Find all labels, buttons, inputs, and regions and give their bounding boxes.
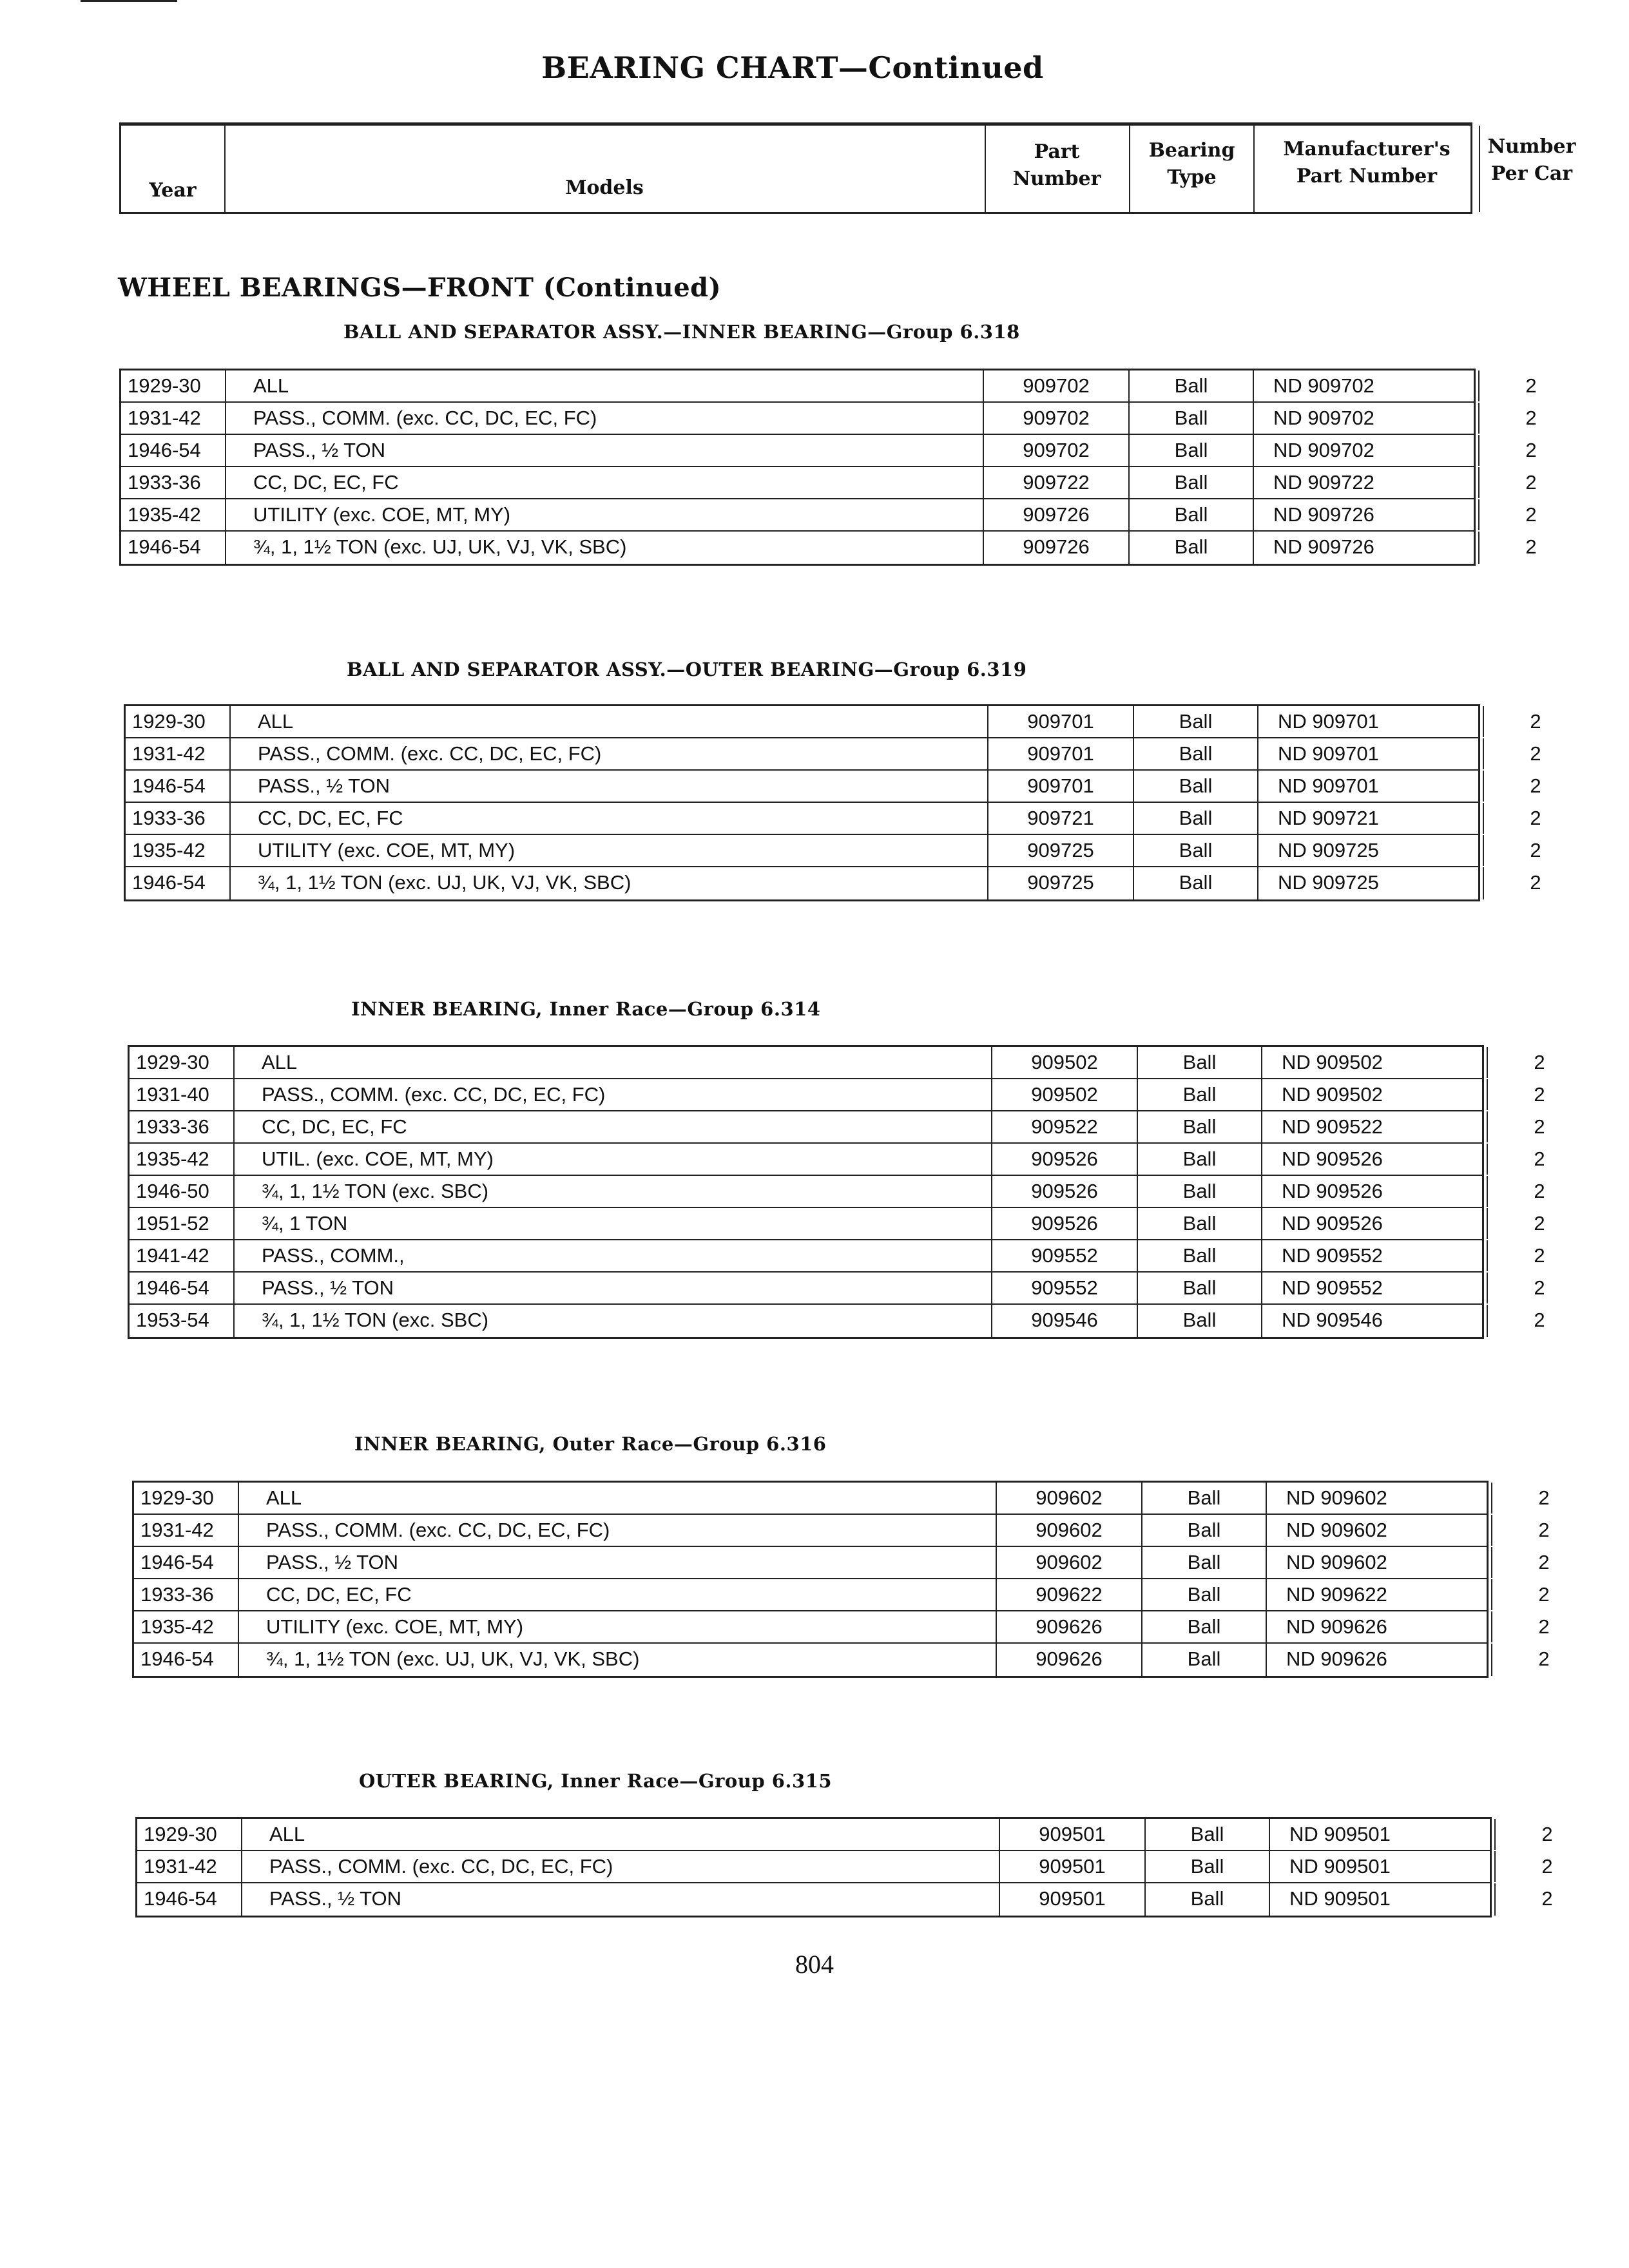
header-part-number bbox=[985, 126, 1130, 212]
table-row bbox=[137, 1883, 1553, 1916]
part-number-cell: 909726 bbox=[984, 532, 1130, 564]
models-cell: PASS., ½ TON bbox=[239, 1547, 997, 1578]
part-number-cell: 909502 bbox=[992, 1047, 1138, 1078]
models-cell: ¾, 1 TON bbox=[235, 1208, 992, 1239]
bearing-type-cell: Ball bbox=[1134, 835, 1258, 866]
header-mfr-part-number-line2: Part Number bbox=[1296, 165, 1438, 187]
models-cell: CC, DC, EC, FC bbox=[239, 1579, 997, 1610]
year-cell: 1946-54 bbox=[130, 1273, 235, 1303]
table-row bbox=[130, 1176, 1545, 1208]
year-cell: 1933-36 bbox=[126, 803, 231, 834]
number-per-car-cell: 2 bbox=[1534, 1309, 1545, 1331]
number-per-car-cell: 2 bbox=[1525, 374, 1537, 397]
year-cell: 1929-30 bbox=[121, 370, 226, 401]
group-heading-2: BALL AND SEPARATOR ASSY.—OUTER BEARING—Group 6.319 bbox=[347, 658, 1027, 680]
mfr-part-number-cell: ND 909701 bbox=[1258, 738, 1484, 769]
year-cell: 1946-54 bbox=[134, 1644, 239, 1676]
year-cell: 1931-42 bbox=[121, 403, 226, 434]
header-year: Year bbox=[149, 179, 197, 202]
bearing-table-1 bbox=[119, 369, 1537, 566]
year-cell: 1941-42 bbox=[130, 1240, 235, 1271]
table-row bbox=[134, 1611, 1550, 1644]
header-bearing-type bbox=[1130, 126, 1255, 212]
models-cell: UTILITY (exc. COE, MT, MY) bbox=[231, 835, 988, 866]
mfr-part-number-cell: ND 909501 bbox=[1270, 1851, 1496, 1882]
number-per-car-cell: 2 bbox=[1541, 1887, 1553, 1910]
bearing-table-5 bbox=[135, 1817, 1553, 1917]
mfr-part-number-cell: ND 909526 bbox=[1262, 1176, 1488, 1207]
group-heading-4: INNER BEARING, Outer Race—Group 6.316 bbox=[354, 1433, 827, 1455]
bearing-type-cell: Ball bbox=[1142, 1547, 1267, 1578]
number-per-car-cell: 2 bbox=[1538, 1519, 1550, 1541]
section-heading: WHEEL BEARINGS—FRONT (Continued) bbox=[118, 273, 722, 303]
year-cell: 1946-54 bbox=[137, 1883, 242, 1916]
models-cell: PASS., ½ TON bbox=[235, 1273, 992, 1303]
mfr-part-number-cell: ND 909622 bbox=[1267, 1579, 1492, 1610]
part-number-cell: 909725 bbox=[988, 835, 1134, 866]
part-number-cell: 909501 bbox=[1000, 1883, 1146, 1916]
year-cell: 1933-36 bbox=[130, 1111, 235, 1142]
bearing-type-cell: Ball bbox=[1130, 499, 1254, 530]
table-row bbox=[130, 1208, 1545, 1240]
year-cell: 1935-42 bbox=[121, 499, 226, 530]
part-number-cell: 909721 bbox=[988, 803, 1134, 834]
year-cell: 1951-52 bbox=[130, 1208, 235, 1239]
part-number-cell: 909701 bbox=[988, 771, 1134, 802]
part-number-cell: 909725 bbox=[988, 867, 1134, 899]
table-row bbox=[134, 1644, 1550, 1676]
group-heading-5: OUTER BEARING, Inner Race—Group 6.315 bbox=[359, 1770, 833, 1792]
models-cell: ALL bbox=[235, 1047, 992, 1078]
bearing-type-cell: Ball bbox=[1130, 532, 1254, 564]
part-number-cell: 909626 bbox=[997, 1644, 1142, 1676]
table-row bbox=[137, 1819, 1553, 1851]
year-cell: 1929-30 bbox=[137, 1819, 242, 1850]
column-header-table bbox=[119, 122, 1576, 214]
year-cell: 1935-42 bbox=[130, 1144, 235, 1175]
number-per-car-cell: 2 bbox=[1534, 1212, 1545, 1235]
models-cell: PASS., COMM. (exc. CC, DC, EC, FC) bbox=[231, 738, 988, 769]
header-year-cell bbox=[121, 126, 226, 212]
part-number-cell: 909701 bbox=[988, 706, 1134, 737]
header-mfr-part-number bbox=[1255, 126, 1480, 212]
table-row bbox=[126, 867, 1541, 899]
mfr-part-number-cell: ND 909526 bbox=[1262, 1208, 1488, 1239]
table-row bbox=[121, 467, 1537, 499]
header-bearing-type-line1: Bearing bbox=[1148, 139, 1235, 162]
bearing-type-cell: Ball bbox=[1138, 1305, 1262, 1337]
number-per-car-cell: 2 bbox=[1534, 1083, 1545, 1106]
mfr-part-number-cell: ND 909726 bbox=[1254, 532, 1480, 564]
year-cell: 1946-54 bbox=[121, 532, 226, 564]
year-cell: 1929-30 bbox=[134, 1483, 239, 1514]
bearing-type-cell: Ball bbox=[1146, 1819, 1270, 1850]
models-cell: ¾, 1, 1½ TON (exc. SBC) bbox=[235, 1176, 992, 1207]
year-cell: 1931-42 bbox=[137, 1851, 242, 1882]
part-number-cell: 909526 bbox=[992, 1144, 1138, 1175]
page-title: BEARING CHART—Continued bbox=[541, 50, 1044, 85]
part-number-cell: 909546 bbox=[992, 1305, 1138, 1337]
year-cell: 1946-54 bbox=[126, 771, 231, 802]
models-cell: CC, DC, EC, FC bbox=[226, 467, 984, 498]
part-number-cell: 909501 bbox=[1000, 1819, 1146, 1850]
header-models: Models bbox=[565, 177, 644, 199]
models-cell: PASS., COMM. (exc. CC, DC, EC, FC) bbox=[242, 1851, 1000, 1882]
part-number-cell: 909552 bbox=[992, 1240, 1138, 1271]
table-row bbox=[126, 706, 1541, 738]
mfr-part-number-cell: ND 909701 bbox=[1258, 771, 1484, 802]
year-cell: 1929-30 bbox=[126, 706, 231, 737]
bearing-type-cell: Ball bbox=[1142, 1611, 1267, 1642]
table-row bbox=[134, 1547, 1550, 1579]
number-per-car-cell: 2 bbox=[1534, 1051, 1545, 1073]
header-models-cell bbox=[224, 126, 986, 212]
models-cell: CC, DC, EC, FC bbox=[231, 803, 988, 834]
year-cell: 1946-54 bbox=[121, 435, 226, 466]
table-row bbox=[134, 1483, 1550, 1515]
mfr-part-number-cell: ND 909552 bbox=[1262, 1240, 1488, 1271]
bearing-type-cell: Ball bbox=[1138, 1047, 1262, 1078]
table-row bbox=[126, 803, 1541, 835]
page-number: 804 bbox=[795, 1950, 834, 1979]
top-rule bbox=[81, 0, 177, 2]
bearing-type-cell: Ball bbox=[1130, 403, 1254, 434]
year-cell: 1946-50 bbox=[130, 1176, 235, 1207]
part-number-cell: 909501 bbox=[1000, 1851, 1146, 1882]
number-per-car-cell: 2 bbox=[1530, 871, 1541, 894]
table-row bbox=[134, 1515, 1550, 1547]
mfr-part-number-cell: ND 909726 bbox=[1254, 499, 1480, 530]
bearing-type-cell: Ball bbox=[1142, 1644, 1267, 1676]
bearing-type-cell: Ball bbox=[1142, 1483, 1267, 1514]
bearing-type-cell: Ball bbox=[1134, 803, 1258, 834]
bearing-type-cell: Ball bbox=[1134, 738, 1258, 769]
models-cell: PASS., ½ TON bbox=[242, 1883, 1000, 1916]
number-per-car-cell: 2 bbox=[1530, 839, 1541, 861]
year-cell: 1933-36 bbox=[121, 467, 226, 498]
table-row bbox=[121, 435, 1537, 467]
models-cell: ¾, 1, 1½ TON (exc. SBC) bbox=[235, 1305, 992, 1337]
number-per-car-cell: 2 bbox=[1534, 1276, 1545, 1299]
part-number-cell: 909502 bbox=[992, 1079, 1138, 1110]
number-per-car-cell: 2 bbox=[1525, 503, 1537, 526]
models-cell: UTILITY (exc. COE, MT, MY) bbox=[239, 1611, 997, 1642]
table-row bbox=[121, 499, 1537, 532]
table-row bbox=[137, 1851, 1553, 1883]
group-heading-1: BALL AND SEPARATOR ASSY.—INNER BEARING—Group 6.318 bbox=[343, 321, 1020, 343]
mfr-part-number-cell: ND 909602 bbox=[1267, 1547, 1492, 1578]
mfr-part-number-cell: ND 909722 bbox=[1254, 467, 1480, 498]
bearing-type-cell: Ball bbox=[1130, 467, 1254, 498]
bearing-type-cell: Ball bbox=[1138, 1208, 1262, 1239]
table-row bbox=[121, 532, 1537, 564]
mfr-part-number-cell: ND 909602 bbox=[1267, 1483, 1492, 1514]
part-number-cell: 909522 bbox=[992, 1111, 1138, 1142]
models-cell: PASS., COMM. (exc. CC, DC, EC, FC) bbox=[239, 1515, 997, 1546]
part-number-cell: 909526 bbox=[992, 1176, 1138, 1207]
mfr-part-number-cell: ND 909502 bbox=[1262, 1047, 1488, 1078]
part-number-cell: 909702 bbox=[984, 435, 1130, 466]
number-per-car-cell: 2 bbox=[1538, 1551, 1550, 1573]
table-row bbox=[126, 738, 1541, 771]
table-row bbox=[130, 1305, 1545, 1337]
number-per-car-cell: 2 bbox=[1538, 1648, 1550, 1670]
mfr-part-number-cell: ND 909602 bbox=[1267, 1515, 1492, 1546]
mfr-part-number-cell: ND 909501 bbox=[1270, 1883, 1496, 1916]
part-number-cell: 909602 bbox=[997, 1483, 1142, 1514]
bearing-type-cell: Ball bbox=[1130, 370, 1254, 401]
table-row bbox=[130, 1111, 1545, 1144]
models-cell: CC, DC, EC, FC bbox=[235, 1111, 992, 1142]
part-number-cell: 909602 bbox=[997, 1515, 1142, 1546]
bearing-type-cell: Ball bbox=[1142, 1579, 1267, 1610]
table-row bbox=[130, 1047, 1545, 1079]
bearing-table-2 bbox=[124, 704, 1541, 901]
bearing-type-cell: Ball bbox=[1146, 1851, 1270, 1882]
bearing-type-cell: Ball bbox=[1130, 435, 1254, 466]
number-per-car-cell: 2 bbox=[1538, 1583, 1550, 1606]
bearing-type-cell: Ball bbox=[1138, 1079, 1262, 1110]
mfr-part-number-cell: ND 909546 bbox=[1262, 1305, 1488, 1337]
number-per-car-cell: 2 bbox=[1534, 1180, 1545, 1202]
part-number-cell: 909552 bbox=[992, 1273, 1138, 1303]
number-per-car-cell: 2 bbox=[1541, 1823, 1553, 1845]
models-cell: PASS., COMM., bbox=[235, 1240, 992, 1271]
number-per-car-cell: 2 bbox=[1534, 1244, 1545, 1267]
mfr-part-number-cell: ND 909626 bbox=[1267, 1611, 1492, 1642]
part-number-cell: 909702 bbox=[984, 370, 1130, 401]
header-number-per-car-line2: Per Car bbox=[1490, 162, 1573, 185]
models-cell: ¾, 1, 1½ TON (exc. UJ, UK, VJ, VK, SBC) bbox=[231, 867, 988, 899]
part-number-cell: 909726 bbox=[984, 499, 1130, 530]
table-row bbox=[130, 1144, 1545, 1176]
part-number-cell: 909722 bbox=[984, 467, 1130, 498]
mfr-part-number-cell: ND 909702 bbox=[1254, 435, 1480, 466]
bearing-type-cell: Ball bbox=[1138, 1144, 1262, 1175]
number-per-car-cell: 2 bbox=[1530, 774, 1541, 797]
table-row bbox=[130, 1240, 1545, 1273]
models-cell: UTIL. (exc. COE, MT, MY) bbox=[235, 1144, 992, 1175]
table-row bbox=[121, 370, 1537, 403]
mfr-part-number-cell: ND 909501 bbox=[1270, 1819, 1496, 1850]
mfr-part-number-cell: ND 909725 bbox=[1258, 835, 1484, 866]
table-row bbox=[121, 403, 1537, 435]
mfr-part-number-cell: ND 909721 bbox=[1258, 803, 1484, 834]
year-cell: 1929-30 bbox=[130, 1047, 235, 1078]
number-per-car-cell: 2 bbox=[1525, 439, 1537, 461]
mfr-part-number-cell: ND 909725 bbox=[1258, 867, 1484, 899]
table-row bbox=[126, 771, 1541, 803]
part-number-cell: 909626 bbox=[997, 1611, 1142, 1642]
models-cell: PASS., COMM. (exc. CC, DC, EC, FC) bbox=[235, 1079, 992, 1110]
part-number-cell: 909701 bbox=[988, 738, 1134, 769]
number-per-car-cell: 2 bbox=[1530, 710, 1541, 733]
number-per-car-cell: 2 bbox=[1530, 742, 1541, 765]
header-number-per-car bbox=[1480, 126, 1583, 212]
year-cell: 1935-42 bbox=[126, 835, 231, 866]
bearing-type-cell: Ball bbox=[1138, 1273, 1262, 1303]
models-cell: ALL bbox=[242, 1819, 1000, 1850]
models-cell: PASS., ½ TON bbox=[226, 435, 984, 466]
table-row bbox=[130, 1273, 1545, 1305]
bearing-type-cell: Ball bbox=[1134, 867, 1258, 899]
models-cell: ¾, 1, 1½ TON (exc. UJ, UK, VJ, VK, SBC) bbox=[226, 532, 984, 564]
part-number-cell: 909526 bbox=[992, 1208, 1138, 1239]
number-per-car-cell: 2 bbox=[1541, 1855, 1553, 1878]
table-row bbox=[126, 835, 1541, 867]
header-mfr-part-number-line1: Manufacturer's bbox=[1283, 138, 1451, 160]
models-cell: PASS., COMM. (exc. CC, DC, EC, FC) bbox=[226, 403, 984, 434]
bearing-type-cell: Ball bbox=[1138, 1176, 1262, 1207]
group-heading-3: INNER BEARING, Inner Race—Group 6.314 bbox=[351, 998, 821, 1020]
bearing-type-cell: Ball bbox=[1134, 706, 1258, 737]
part-number-cell: 909702 bbox=[984, 403, 1130, 434]
bearing-type-cell: Ball bbox=[1138, 1111, 1262, 1142]
bearing-table-4 bbox=[132, 1481, 1550, 1678]
mfr-part-number-cell: ND 909702 bbox=[1254, 370, 1480, 401]
part-number-cell: 909602 bbox=[997, 1547, 1142, 1578]
models-cell: UTILITY (exc. COE, MT, MY) bbox=[226, 499, 984, 530]
header-bearing-type-line2: Type bbox=[1167, 166, 1217, 189]
header-part-number-line1: Part bbox=[1034, 140, 1080, 163]
models-cell: PASS., ½ TON bbox=[231, 771, 988, 802]
mfr-part-number-cell: ND 909626 bbox=[1267, 1644, 1492, 1676]
number-per-car-cell: 2 bbox=[1525, 535, 1537, 558]
models-cell: ¾, 1, 1½ TON (exc. UJ, UK, VJ, VK, SBC) bbox=[239, 1644, 997, 1676]
mfr-part-number-cell: ND 909552 bbox=[1262, 1273, 1488, 1303]
year-cell: 1931-42 bbox=[134, 1515, 239, 1546]
number-per-car-cell: 2 bbox=[1525, 407, 1537, 429]
bearing-type-cell: Ball bbox=[1134, 771, 1258, 802]
bearing-type-cell: Ball bbox=[1146, 1883, 1270, 1916]
mfr-part-number-cell: ND 909702 bbox=[1254, 403, 1480, 434]
table-row bbox=[134, 1579, 1550, 1611]
number-per-car-cell: 2 bbox=[1534, 1115, 1545, 1138]
number-per-car-cell: 2 bbox=[1530, 807, 1541, 829]
year-cell: 1931-40 bbox=[130, 1079, 235, 1110]
models-cell: ALL bbox=[226, 370, 984, 401]
year-cell: 1946-54 bbox=[126, 867, 231, 899]
number-per-car-cell: 2 bbox=[1538, 1615, 1550, 1638]
year-cell: 1931-42 bbox=[126, 738, 231, 769]
models-cell: ALL bbox=[239, 1483, 997, 1514]
year-cell: 1933-36 bbox=[134, 1579, 239, 1610]
number-per-car-cell: 2 bbox=[1538, 1486, 1550, 1509]
bearing-type-cell: Ball bbox=[1142, 1515, 1267, 1546]
bearing-table-3 bbox=[128, 1045, 1545, 1339]
part-number-cell: 909622 bbox=[997, 1579, 1142, 1610]
year-cell: 1946-54 bbox=[134, 1547, 239, 1578]
number-per-car-cell: 2 bbox=[1525, 471, 1537, 494]
number-per-car-cell: 2 bbox=[1534, 1148, 1545, 1170]
models-cell: ALL bbox=[231, 706, 988, 737]
mfr-part-number-cell: ND 909701 bbox=[1258, 706, 1484, 737]
year-cell: 1953-54 bbox=[130, 1305, 235, 1337]
year-cell: 1935-42 bbox=[134, 1611, 239, 1642]
bearing-type-cell: Ball bbox=[1138, 1240, 1262, 1271]
header-part-number-line2: Number bbox=[1012, 168, 1101, 190]
header-number-per-car-line1: Number bbox=[1487, 135, 1576, 158]
mfr-part-number-cell: ND 909526 bbox=[1262, 1144, 1488, 1175]
mfr-part-number-cell: ND 909502 bbox=[1262, 1079, 1488, 1110]
table-row bbox=[130, 1079, 1545, 1111]
mfr-part-number-cell: ND 909522 bbox=[1262, 1111, 1488, 1142]
